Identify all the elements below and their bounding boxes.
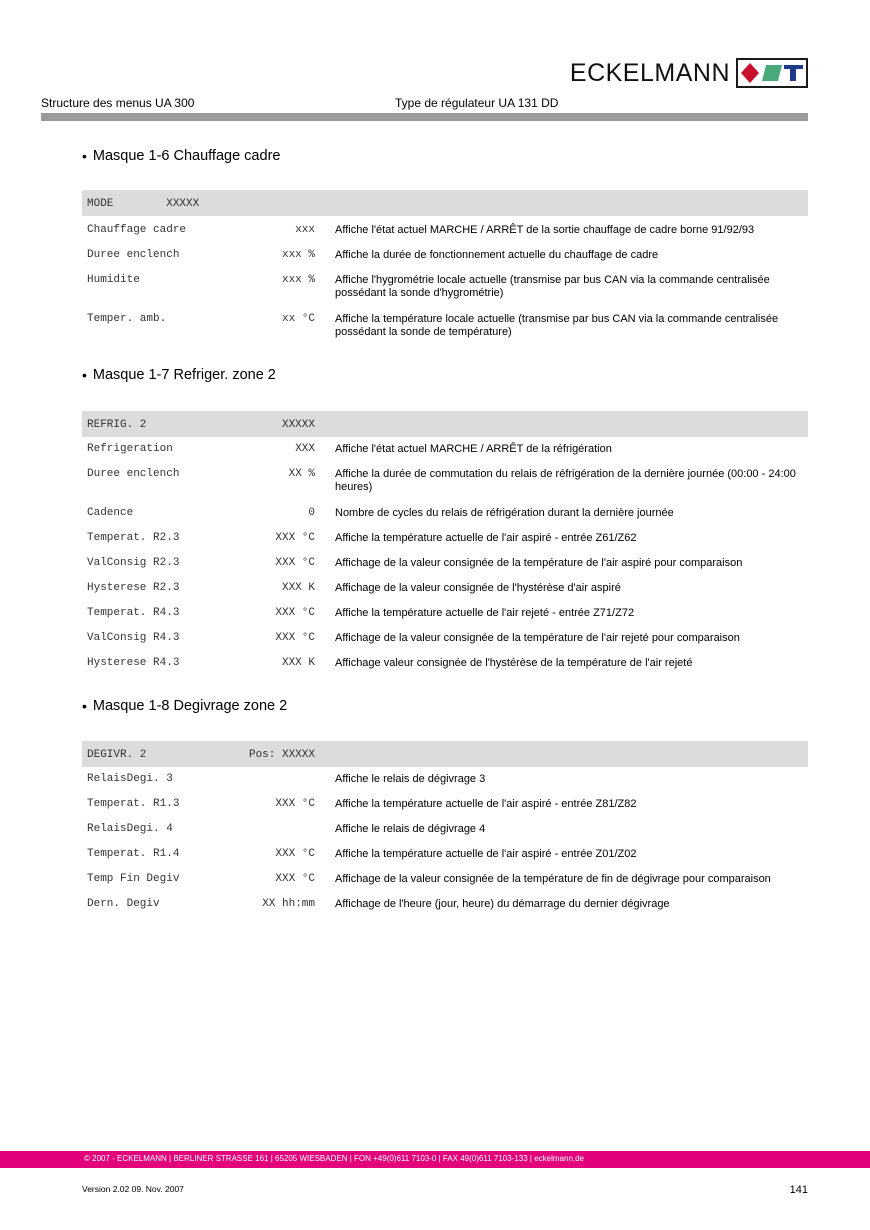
param-value: xxx % <box>281 249 315 261</box>
param-description: Nombre de cycles du relais de réfrigération durant la dernière journée <box>335 507 674 519</box>
param-description: Affichage de la valeur consignée de la température de fin de dégivrage pour comparaison <box>335 873 771 885</box>
param-label: Cadence <box>87 507 134 519</box>
param-value: XXX °C <box>275 848 315 860</box>
footer-bar <box>0 1151 870 1168</box>
mask-header-value: XXXXX <box>281 419 315 431</box>
brand-name: ECKELMANN <box>569 58 730 87</box>
param-description: Affichage de la valeur consignée de la température de l'air aspiré pour comparaison <box>335 557 743 569</box>
mask-header-label: REFRIG. 2 <box>87 419 147 431</box>
param-value: XXX °C <box>275 798 315 810</box>
param-label: Temperat. R2.3 <box>87 532 180 544</box>
mask-header-label: DEGIVR. 2 <box>87 749 147 761</box>
mask-table <box>82 741 808 910</box>
param-label: Temperat. R1.4 <box>87 848 180 860</box>
mask-table <box>82 411 808 669</box>
param-label: Temper. amb. <box>87 313 167 325</box>
param-label: Chauffage cadre <box>87 224 187 236</box>
brand-marks-icon <box>736 58 808 88</box>
param-value: XXX °C <box>275 607 315 619</box>
param-label: Refrigeration <box>87 443 173 455</box>
section-title-text: Masque 1-8 Degivrage zone 2 <box>92 698 288 714</box>
param-description: Affichage valeur consignée de l'hystérèse de la température de l'air rejeté <box>335 657 693 669</box>
param-value: XXX °C <box>275 532 315 544</box>
param-description: Affiche la température actuelle de l'air aspiré - entrée Z61/Z62 <box>335 532 637 544</box>
header-regulator-type: Type de régulateur UA 131 DD <box>395 96 559 110</box>
section-title <box>82 148 280 164</box>
param-value: 0 <box>308 507 315 519</box>
param-label: Dern. Degiv <box>87 898 160 910</box>
param-value: XXX °C <box>275 873 315 885</box>
param-description: Affiche la durée de fonctionnement actuelle du chauffage de cadre <box>335 249 659 261</box>
param-description: Affiche la durée de commutation du relais de réfrigération de la dernière journée (00:00 - 24:00 heures) <box>335 468 796 493</box>
header-doc-title: Structure des menus UA 300 <box>41 96 195 110</box>
param-label: Duree enclench <box>87 468 180 480</box>
param-label: RelaisDegi. 4 <box>87 823 173 835</box>
param-description: Affichage de la valeur consignée de la température de l'air rejeté pour comparaison <box>335 632 740 644</box>
param-value: xxx <box>295 224 315 236</box>
bullet-icon: • <box>82 367 87 383</box>
param-label: ValConsig R2.3 <box>87 557 180 569</box>
param-description: Affiche l'hygrométrie locale actuelle (transmise par bus CAN via la commande centralisée possédant la sonde d'hygrométrie) <box>335 274 770 299</box>
param-description: Affiche le relais de dégivrage 4 <box>335 823 486 835</box>
param-description: Affiche le relais de dégivrage 3 <box>335 773 486 785</box>
param-value: XXX °C <box>275 632 315 644</box>
param-label: Humidite <box>87 274 140 286</box>
mask-header-row <box>82 411 808 437</box>
mask-table <box>82 190 808 338</box>
param-value: xxx % <box>281 274 315 286</box>
section-title <box>82 367 276 383</box>
header-divider <box>41 113 808 121</box>
param-description: Affichage de l'heure (jour, heure) du démarrage du dernier dégivrage <box>335 898 670 910</box>
param-label: Hysterese R4.3 <box>87 657 180 669</box>
param-value: XXX K <box>281 582 315 594</box>
param-description: Affichage de la valeur consignée de l'hystérèse d'air aspiré <box>335 582 621 594</box>
param-label: RelaisDegi. 3 <box>87 773 173 785</box>
param-value: XXX °C <box>275 557 315 569</box>
param-description: Affiche l'état actuel MARCHE / ARRÊT de la sortie chauffage de cadre borne 91/92/93 <box>335 224 755 236</box>
section-title <box>82 698 287 714</box>
brand-logo <box>570 58 808 88</box>
mask-header-value: Pos: XXXXX <box>248 749 315 761</box>
param-description: Affiche la température actuelle de l'air aspiré - entrée Z01/Z02 <box>335 848 637 860</box>
param-label: Temp Fin Degiv <box>87 873 180 885</box>
param-label: Hysterese R2.3 <box>87 582 180 594</box>
param-value: XX hh:mm <box>262 898 315 910</box>
param-label: ValConsig R4.3 <box>87 632 180 644</box>
bullet-icon: • <box>82 148 87 164</box>
section-title-text: Masque 1-6 Chauffage cadre <box>92 148 281 164</box>
section-title-text: Masque 1-7 Refriger. zone 2 <box>92 367 276 383</box>
param-description: Affiche la température actuelle de l'air rejeté - entrée Z71/Z72 <box>335 607 635 619</box>
param-label: Temperat. R4.3 <box>87 607 180 619</box>
param-value: XXX <box>295 443 315 455</box>
param-description: Affiche la température actuelle de l'air aspiré - entrée Z81/Z82 <box>335 798 637 810</box>
param-description: Affiche l'état actuel MARCHE / ARRÊT de la réfrigération <box>335 443 612 455</box>
param-value: xx °C <box>281 313 315 325</box>
param-label: Temperat. R1.3 <box>87 798 180 810</box>
version-info: Version 2.02 09. Nov. 2007 <box>82 1184 184 1194</box>
param-value: XX % <box>288 468 315 480</box>
mask-header-row <box>82 190 808 216</box>
footer-address: © 2007 - ECKELMANN | BERLINER STRASSE 161 | 65205 WIESBADEN | FON +49(0)611 7103-0 | FAX 49(0)611 7103-133 | eckelmann.de <box>84 1154 585 1163</box>
param-value: XXX K <box>281 657 315 669</box>
param-description: Affiche la température locale actuelle (transmise par bus CAN via la commande centralisée possédant la sonde de température) <box>335 313 779 338</box>
mask-header-label: MODE XXXXX <box>87 198 200 210</box>
page-number: 141 <box>789 1184 808 1196</box>
bullet-icon: • <box>82 698 87 714</box>
mask-header-row <box>82 741 808 767</box>
param-label: Duree enclench <box>87 249 180 261</box>
